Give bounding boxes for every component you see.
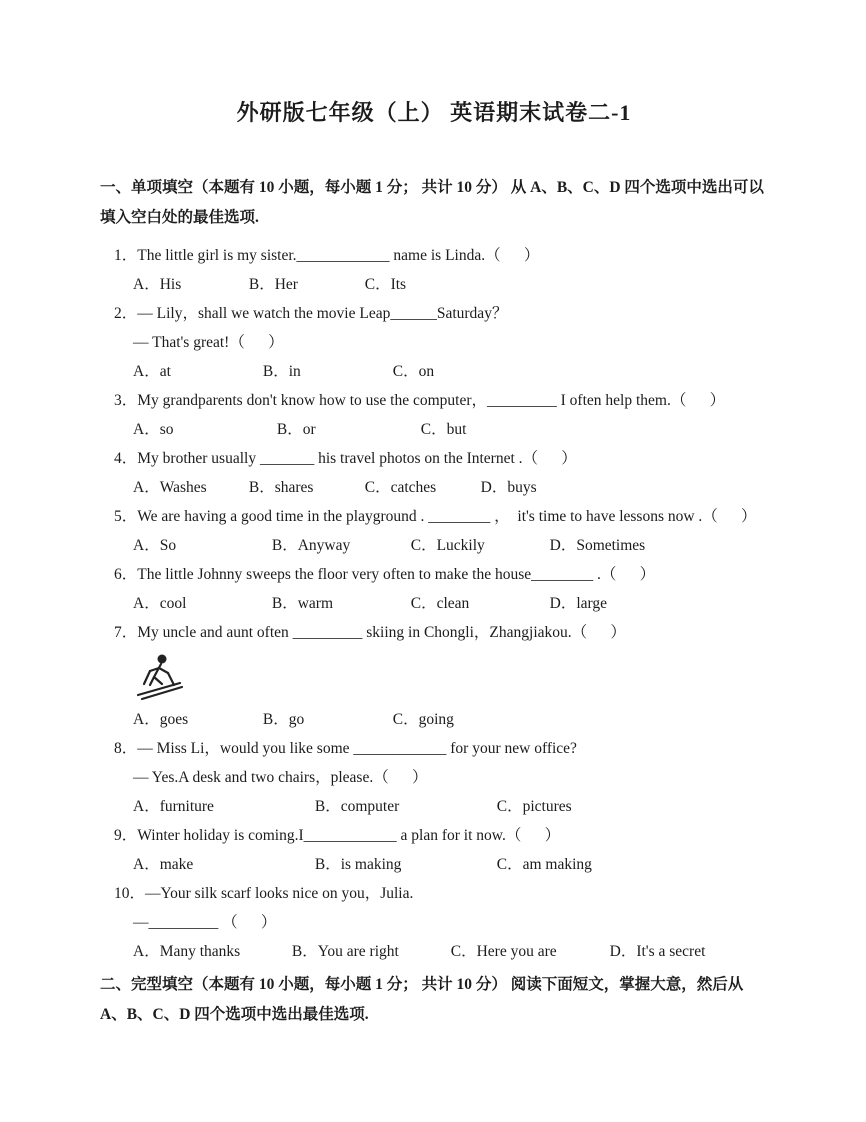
question-8-options (133, 792, 768, 821)
option: B．go (262, 711, 305, 728)
question-5 (114, 502, 768, 560)
option: C．clean (410, 595, 470, 612)
section-1-heading: 一、单项填空（本题有 10 小题，每小题 1 分； 共计 10 分） 从 A、B、C、D 四个选项中选出可以填入空白处的最佳选项. (100, 179, 764, 226)
option: B．warm (271, 595, 334, 612)
question-1 (114, 241, 768, 299)
option: B．is making (314, 856, 402, 873)
question-4 (114, 444, 768, 502)
question-9-stem: 9．Winter holiday is coming.I____________ a plan for it now.（ ） (114, 827, 561, 844)
option: A．furniture (133, 798, 214, 815)
question-1-stem: 1．The little girl is my sister.____________ name is Linda.（ ） (114, 247, 540, 264)
option: A．Many thanks (133, 943, 241, 960)
option: A．goes (133, 711, 189, 728)
question-6-stem: 6．The little Johnny sweeps the floor very often to make the house________ .（ ） (114, 566, 656, 583)
question-7 (114, 618, 768, 734)
option: D．buys (480, 479, 537, 496)
question-2-options (133, 357, 768, 386)
option: C．Here you are (450, 943, 557, 960)
question-6-options (133, 589, 768, 618)
question-9-options (133, 850, 768, 879)
option: C．catches (364, 479, 437, 496)
question-9 (114, 821, 768, 879)
option: C．Its (364, 276, 407, 293)
option: B．You are right (291, 943, 399, 960)
question-7-options (133, 705, 768, 734)
question-2 (114, 299, 768, 386)
question-8 (114, 734, 768, 821)
question-3-options (133, 415, 768, 444)
question-5-stem: 5．We are having a good time in the playground . ________ ， it's time to have lessons now .（ ） (114, 508, 757, 525)
section-2-heading: 二、完型填空（本题有 10 小题，每小题 1 分； 共计 10 分） 阅读下面短文，掌握大意，然后从 A、B、C、D 四个选项中选出最佳选项. (100, 976, 744, 1023)
question-3 (114, 386, 768, 444)
option: C．pictures (496, 798, 572, 815)
option: B．in (262, 363, 301, 380)
option: A．His (133, 276, 182, 293)
option: A．at (133, 363, 171, 380)
question-6 (114, 560, 768, 618)
option: A．make (133, 856, 194, 873)
option: C．Luckily (410, 537, 485, 554)
option: C．am making (496, 856, 592, 873)
question-3-stem: 3．My grandparents don't know how to use the computer，_________ I often help them.（ ） (114, 392, 726, 409)
question-10-stem-line2: —_________ （ ） (133, 914, 277, 931)
option: B．Her (248, 276, 298, 293)
question-10 (114, 879, 768, 966)
question-8-stem-line2: — Yes.A desk and two chairs，please.（ ） (133, 769, 428, 786)
option: D．large (549, 595, 608, 612)
option: C．going (392, 711, 454, 728)
option: D．It's a secret (609, 943, 706, 960)
option: A．Washes (133, 479, 207, 496)
question-7-stem: 7．My uncle and aunt often _________ skiing in Chongli，Zhangjiakou.（ ） (114, 624, 626, 641)
option: C．on (392, 363, 435, 380)
question-4-stem: 4．My brother usually _______ his travel photos on the Internet .（ ） (114, 450, 577, 467)
question-8-stem: 8．— Miss Li，would you like some ____________ for your new office? (114, 740, 577, 757)
question-2-stem: 2．— Lily，shall we watch the movie Leap______Saturday？ (114, 305, 508, 322)
option: B．Anyway (271, 537, 351, 554)
question-2-stem-line2: — That's great!（ ） (133, 334, 284, 351)
option: B．shares (248, 479, 314, 496)
question-10-options (133, 937, 768, 966)
option: A．So (133, 537, 177, 554)
skier-image (128, 651, 768, 703)
option: A．cool (133, 595, 187, 612)
option: D．Sometimes (549, 537, 646, 554)
option: B．or (276, 421, 316, 438)
option: A．so (133, 421, 174, 438)
option: C．but (420, 421, 467, 438)
page-title: 外研版七年级（上） 英语期末试卷二-1 (236, 100, 632, 125)
question-4-options (133, 473, 768, 502)
option: B．computer (314, 798, 400, 815)
question-5-options (133, 531, 768, 560)
question-1-options (133, 270, 768, 299)
question-10-stem: 10．—Your silk scarf looks nice on you，Julia. (114, 885, 414, 902)
